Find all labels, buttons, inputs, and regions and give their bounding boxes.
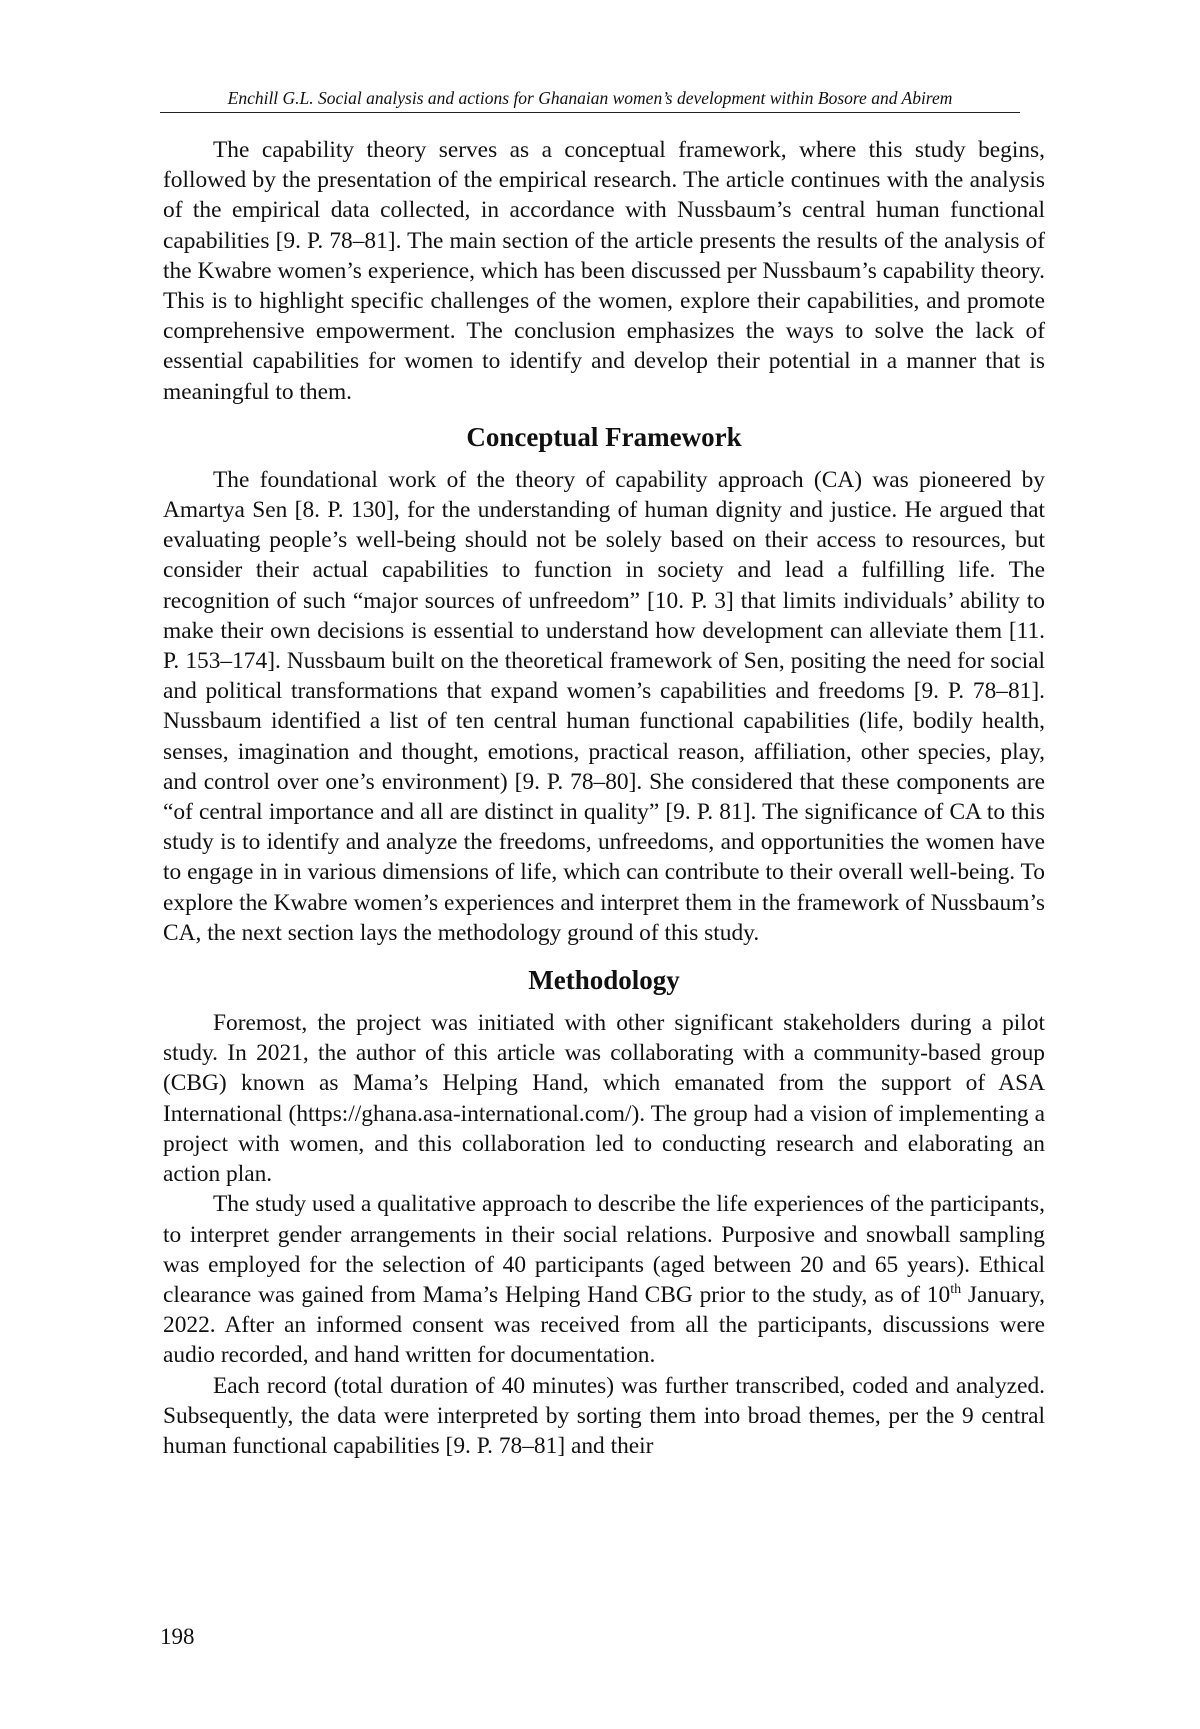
framework-paragraph: The foundational work of the theory of capability approach (CA) was pioneered by Amartya Sen [8. P. 130], for the understanding of human dignity and justice. He argued that evaluating people’s well-being should not be solely based on their access to resources, but consider their actual capabilities to function in society and lead a fulfilling life. The recognition of such “major sources of unfreedom” [10. P. 3] that limits individuals’ ability to make their own decisions is essential to understand how development can alleviate them [11. P. 153–174]. Nussbaum built on the theoretical framework of Sen, positing the need for social and political transformations that expand women’s capabilities and freedoms [9. P. 78–81]. Nussbaum identified a list of ten central human functional capabilities (life, bodily health, senses, imagination and thought, emotions, practical reason, affiliation, other species, play, and control over one’s environment) [9. P. 78–80]. She considered that these components are “of central importance and all are distinct in quality” [9. P. 81]. The significance of CA to this study is to identify and analyze the freedoms, unfreedoms, and opportunities the women have to engage in in various dimensions of life, which can contribute to their overall well-being. To explore the Kwabre women’s experiences and interpret them in the framework of Nussbaum’s CA, the next section lays the methodology ground of this study. (163, 466, 1045, 946)
methodology-paragraph-2-text-b: January, 2022. After an informed consent was received from all the participants, discussions were audio recorded, and hand written for documentation. (163, 1281, 1045, 1369)
methodology-paragraph-2 (163, 1189, 1045, 1370)
section-heading-methodology: Methodology (528, 965, 680, 996)
page-number: 198 (160, 1624, 195, 1649)
intro-paragraph: The capability theory serves as a conceptual framework, where this study begins, followed by the presentation of the empirical research. The article continues with the analysis of the empirical data collected, in accordance with Nussbaum’s central human functional capabilities [9. P. 78–81]. The main section of the article presents the results of the analysis of the Kwabre women’s experience, which has been discussed per Nussbaum’s capability theory. This is to highlight specific challenges of the women, explore their capabilities, and promote comprehensive empowerment. The conclusion emphasizes the ways to solve the lack of essential capabilities for women to identify and develop their potential in a manner that is meaningful to them. (163, 137, 1045, 405)
running-header: Enchill G.L. Social analysis and actions for Ghanaian women’s development within Bosore and Abirem (227, 88, 953, 108)
header-rule (160, 112, 1020, 113)
article-body (163, 135, 1045, 1461)
methodology-paragraph-3: Each record (total duration of 40 minutes) was further transcribed, coded and analyzed. Subsequently, the data were interpreted by sorting them into broad themes, per the 9 central human functional capabilities [9. P. 78–81] and their (163, 1372, 1045, 1459)
methodology-paragraph-2-text-a: The study used a qualitative approach to describe the life experiences of the participants, to interpret gender arrangements in their social relations. Purposive and snowball sampling was employed for the selection of 40 participants (aged between 20 and 65 years). Ethical clearance was gained from Mama’s Helping Hand CBG prior to the study, as of 10 (163, 1191, 1045, 1308)
section-heading-conceptual-framework: Conceptual Framework (466, 421, 742, 452)
methodology-paragraph-1: Foremost, the project was initiated with other significant stakeholders during a pilot study. In 2021, the author of this article was collaborating with a community-based group (CBG) known as Mama’s Helping Hand, which emanated from the support of ASA International (https://ghana.asa-international.com/). The group had a vision of implementing a project with women, and this collaboration led to conducting research and elaborating an action plan. (163, 1010, 1045, 1188)
ordinal-superscript: th (950, 1282, 962, 1298)
